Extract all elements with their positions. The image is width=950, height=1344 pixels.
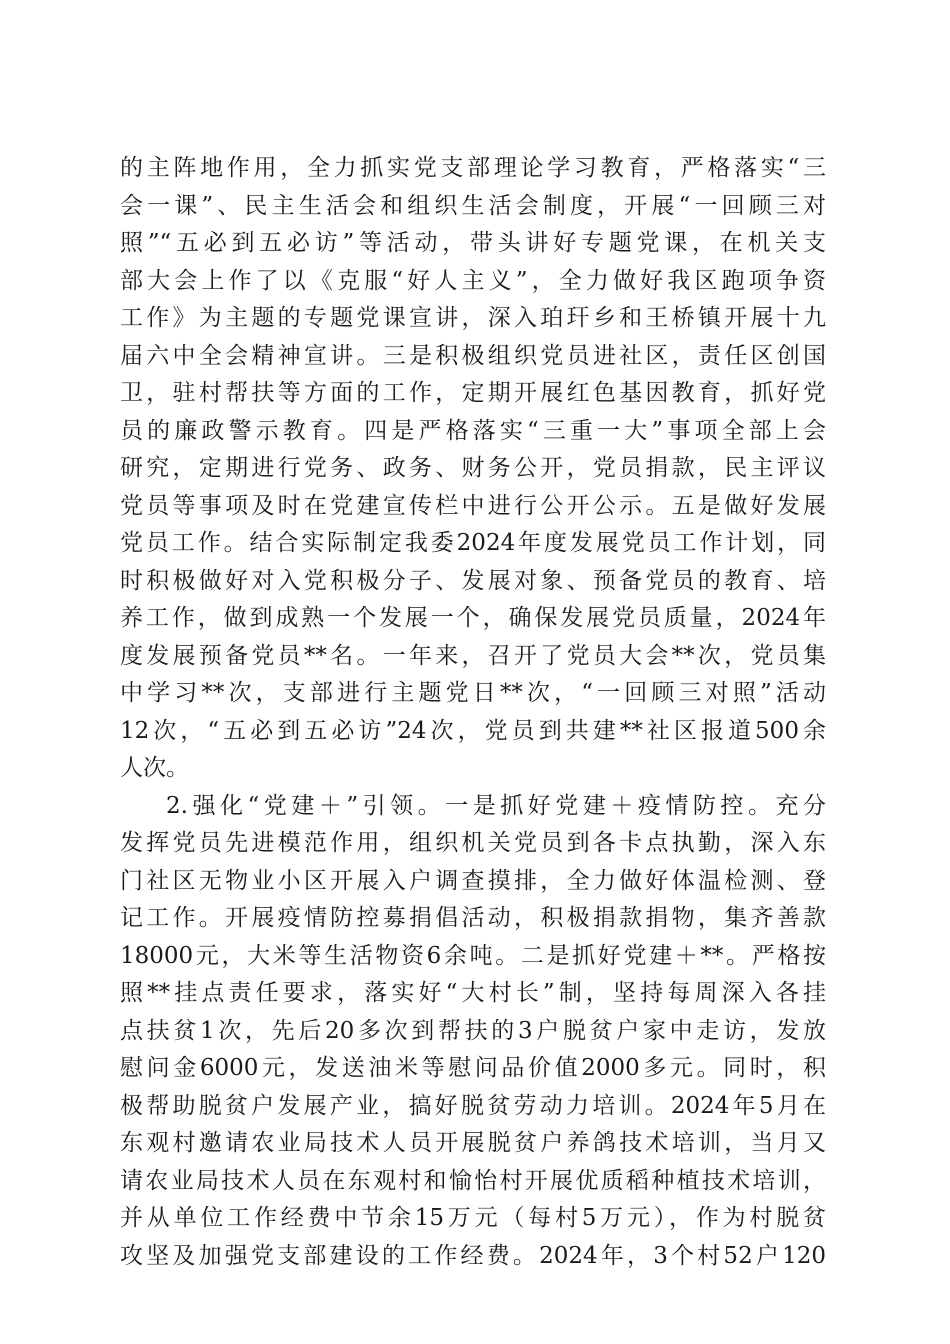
text-line: 研究，定期进行党务、政务、财务公开，党员捐款，民主评议 [120, 455, 826, 481]
text-line: 发挥党员先进模范作用，组织机关党员到各卡点执勤，深入东 [120, 830, 826, 856]
paragraph-1 [120, 150, 826, 788]
text-line: 记工作。开展疫情防控募捐倡活动，积极捐款捐物，集齐善款 [120, 905, 826, 931]
text-line: 12次，“五必到五必访”24次，党员到共建**社区报道500余 [120, 717, 826, 744]
text-line: 并从单位工作经费中节余15万元（每村5万元），作为村脱贫 [120, 1205, 826, 1231]
text-line: 度发展预备党员**名。一年来，召开了党员大会**次，党员集 [120, 642, 826, 669]
text-line: 员的廉政警示教育。四是严格落实“三重一大”事项全部上会 [120, 417, 826, 444]
text-line: 部大会上作了以《克服“好人主义”，全力做好我区跑项争资 [120, 267, 826, 294]
text-line: 养工作，做到成熟一个发展一个，确保发展党员质量，2024年 [120, 605, 826, 631]
text-line: 慰问金6000元，发送油米等慰问品价值2000多元。同时，积 [120, 1055, 826, 1081]
text-line: 点扶贫1次，先后20多次到帮扶的3户脱贫户家中走访，发放 [120, 1017, 826, 1044]
text-line: 门社区无物业小区开展入户调查摸排，全力做好体温检测、登 [120, 867, 826, 894]
text-line: 中学习**次，支部进行主题党日**次，“一回顾三对照”活动 [120, 680, 826, 706]
document-body [120, 150, 826, 1275]
text-line: 人次。 [120, 755, 189, 781]
text-line: 会一课”、民主生活会和组织生活会制度，开展“一回顾三对 [120, 192, 826, 219]
text-line: 请农业局技术人员在东观村和愉怡村开展优质稻种植技术培训， [120, 1167, 826, 1194]
text-line: 极帮助脱贫户发展产业，搞好脱贫劳动力培训。2024年5月在 [120, 1092, 826, 1119]
text-line: 照**挂点责任要求，落实好“大村长”制，坚持每周深入各挂 [120, 980, 826, 1006]
text-line: 工作》为主题的专题党课宣讲，深入珀玕乡和王桥镇开展十九 [120, 305, 826, 331]
text-line: 党员工作。结合实际制定我委2024年度发展党员工作计划，同 [120, 530, 826, 556]
text-line: 届六中全会精神宣讲。三是积极组织党员进社区，责任区创国 [120, 342, 826, 369]
text-line: 照”“五必到五必访”等活动，带头讲好专题党课，在机关支 [120, 230, 826, 256]
text-line: 卫，驻村帮扶等方面的工作，定期开展红色基因教育，抓好党 [120, 380, 826, 406]
text-line: 党员等事项及时在党建宣传栏中进行公开公示。五是做好发展 [120, 492, 826, 519]
paragraph-2 [120, 788, 826, 1276]
text-line: 时积极做好对入党积极分子、发展对象、预备党员的教育、培 [120, 567, 826, 594]
text-line: 攻坚及加强党支部建设的工作经费。2024年，3个村52户120 [120, 1242, 826, 1269]
text-line: 的主阵地作用，全力抓实党支部理论学习教育，严格落实“三 [120, 155, 826, 181]
text-line: 2.强化“党建＋”引领。一是抓好党建＋疫情防控。充分 [166, 792, 826, 819]
text-line: 18000元，大米等生活物资6余吨。二是抓好党建＋**。严格按 [120, 942, 826, 969]
text-line: 东观村邀请农业局技术人员开展脱贫户养鸽技术培训，当月又 [120, 1130, 826, 1156]
